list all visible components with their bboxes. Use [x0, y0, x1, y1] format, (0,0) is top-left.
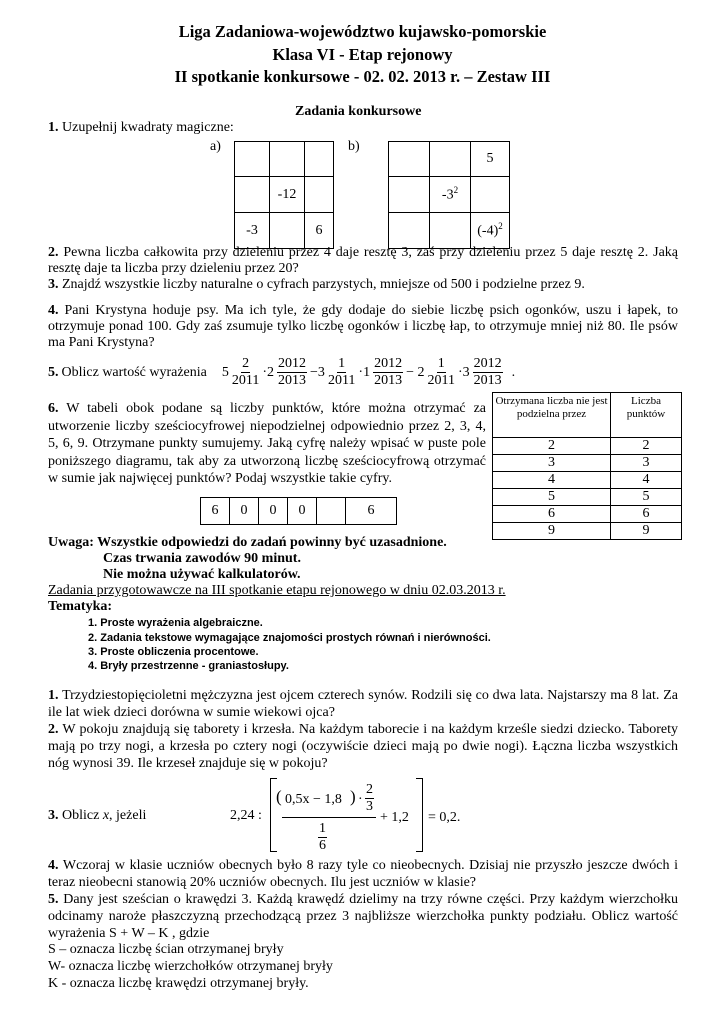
paren-close: ) — [350, 787, 356, 806]
label-a: a) — [210, 139, 221, 154]
empty-digit-cell[interactable] — [317, 498, 346, 525]
topic-item: 3. Proste obliczenia procentowe. — [88, 646, 259, 658]
task-number: 1. — [48, 120, 59, 135]
def-k: K - oznacza liczbę krawędzi otrzymanej bryły. — [48, 976, 309, 991]
fraction: $\frac{2}{3}$ — [366, 782, 373, 814]
digit-cell: 0 — [288, 498, 317, 525]
cell[interactable] — [389, 142, 430, 177]
topic-item: 2. Zadania tekstowe wymagające znajomości prostych równań i nierówności. — [88, 632, 491, 644]
topics-title: Tematyka: — [48, 599, 113, 614]
paren-open: ( — [276, 787, 282, 806]
def-s: S – oznacza liczbę ścian otrzymanej bryły — [48, 942, 284, 957]
note-3: Nie można używać kalkulatorów. — [103, 567, 301, 582]
note-1: Uwaga: Wszystkie odpowiedzi do zadań powinny być uzasadnione. — [48, 535, 447, 550]
digit-cell: 6 — [201, 498, 230, 525]
note-2: Czas trwania zawodów 90 minut. — [103, 551, 301, 566]
cell[interactable] — [305, 142, 334, 177]
fraction: $\frac{2012}{2013}$ — [374, 356, 403, 388]
def-w: W- oznacza liczbę wierzchołków otrzymanej bryły — [48, 959, 333, 974]
section-title: Zadania konkursowe — [295, 104, 422, 119]
topic-item: 1. Proste wyrażenia algebraiczne. — [88, 617, 263, 629]
fraction: $\frac{2}{2011}$ — [231, 356, 260, 388]
plus-term: + 1,2 — [380, 810, 409, 825]
fraction: $\frac{1}{6}$ — [319, 821, 326, 853]
prep-task-5: 5. Dany jest sześcian o krawędzi 3. Każdą krawędź dzielimy na trzy równe części. Przy każdym wierzchołku odcinamy naroże płaszczyzną przechodzącą przez 3 najbliższe wierzchołka punkty podziału. Oblicz wartość wyrażenia S + W – K , gdzie — [48, 892, 679, 941]
topic-item: 4. Bryły przestrzenne - graniastosłupy. — [88, 660, 289, 672]
main-fraction-bar — [282, 817, 376, 818]
digit-diagram — [200, 497, 397, 525]
magic-square-b — [388, 141, 510, 249]
dot: · — [358, 792, 363, 807]
digit-cell: 0 — [259, 498, 288, 525]
title-line-2: Klasa VI - Etap rejonowy — [272, 45, 453, 64]
table-cell: 6 — [611, 506, 682, 523]
task-2: 2. Pewna liczba całkowita przy dzieleniu przez 4 daje resztę 3, zaś przy dzieleniu przez 5 daje resztę 2. Jaką resztę daje ta liczba przy dzieleniu przez 20? — [48, 245, 678, 276]
prep-task-2: 2. W pokoju znajdują się taborety i krzesła. Na każdym taborecie i na każdym krześle siedzi dziecko. Taborety mają po trzy nogi, a krzesła po cztery nogi (oczywiście dzieci mają po dwie nogi). Łączna liczba wszystkich nóg wynosi 39. Ile krzeseł znajduje się w pokoju? — [48, 722, 678, 771]
fraction: $\frac{1}{2011}$ — [327, 356, 356, 388]
cell[interactable] — [270, 142, 305, 177]
cell[interactable] — [235, 177, 270, 213]
table-cell: 3 — [493, 455, 611, 472]
cell: 6 — [305, 213, 334, 249]
cell[interactable] — [389, 213, 430, 249]
prep-task-3: 3. Oblicz x, jeżeli — [48, 808, 147, 823]
title-line-3: II spotkanie konkursowe - 02. 02. 2013 r. – Zestaw III — [174, 67, 551, 86]
title-line-1: Liga Zadaniowa-województwo kujawsko-pomorskie — [178, 22, 547, 41]
label-b: b) — [348, 139, 360, 154]
table-cell: 2 — [611, 438, 682, 455]
cell[interactable] — [389, 177, 430, 213]
fraction: $\frac{1}{2011}$ — [427, 356, 455, 388]
task-5: 5. Oblicz wartość wyrażenia 5 $\frac{2}{2011}$ ·2 $\frac{2012}{2013}$ −3 $\frac{1}{2011}$ ·1 $\frac{2012}{2013}$ − 2 $\frac{1}{2011}$ ·3 $\frac{2012}{2013}$ . — [48, 356, 516, 388]
task-3: 3. Znajdź wszystkie liczby naturalne o cyfrach parzystych, mniejsze od 500 i podzielne przez 9. — [48, 277, 585, 292]
cell: -12 — [270, 177, 305, 213]
fraction: $\frac{2012}{2013}$ — [278, 356, 307, 388]
table-cell: 4 — [493, 472, 611, 489]
prep-task-1: 1. Trzydziestopięcioletni mężczyzna jest ojcem czterech synów. Rodzili się co dwa lata. Najstarszy ma 8 lat. Za ile lat wiek dzieci dorówna w sumie wiekowi ojca? — [48, 688, 678, 720]
digit-cell: 6 — [346, 498, 397, 525]
fraction: $\frac{2012}{2013}$ — [473, 356, 502, 388]
equation-lhs: 2,24 : — [230, 808, 262, 823]
prep-task-4: 4. Wczoraj w klasie uczniów obecnych było 8 razy tyle co nieobecnych. Dzisiaj nie przyszło jeszcze dwóch i teraz nieobecni stanowią 20% uczniów obecnych. Ilu jest uczniów w klasie? — [48, 858, 679, 890]
cell[interactable] — [471, 177, 510, 213]
cell[interactable] — [270, 213, 305, 249]
table-cell: 9 — [611, 523, 682, 540]
cell[interactable] — [305, 177, 334, 213]
table-cell: 4 — [611, 472, 682, 489]
table-cell: 2 — [493, 438, 611, 455]
table-header: Otrzymana liczba nie jest podzielna przez — [493, 393, 611, 438]
equation-rhs: = 0,2. — [428, 810, 461, 825]
table-cell: 5 — [493, 489, 611, 506]
inner-expression: 0,5x − 1,8 — [285, 792, 342, 807]
task-1 — [48, 120, 234, 136]
right-bracket — [416, 778, 423, 852]
prep-heading: Zadania przygotowawcze na III spotkanie etapu rejonowego w dniu 02.03.2013 r. — [48, 583, 506, 598]
task-text: Uzupełnij kwadraty magiczne: — [62, 120, 234, 135]
table-cell: 3 — [611, 455, 682, 472]
task-6: 6. W tabeli obok podane są liczby punktów, które można otrzymać za utworzenie liczby sześciocyfrowej niepodzielnej odpowiednio przez 2, 3, 4, 5, 6, 9. Otrzymane punkty sumujemy. Jaką cyfrę należy wpisać w puste pole poniższego diagramu, tak aby za utworzoną liczbę sześciocyfrową otrzymać w sumie jak najwięcej punktów? Podaj wszystkie takie cyfry. — [48, 401, 487, 486]
points-table — [492, 392, 682, 540]
task-4: 4. Pani Krystyna hoduje psy. Ma ich tyle, że gdy dodaje do siebie liczbę psich ogonków, uszu i łapek, to otrzymuje ponad 100. Gdy zaś zsumuje tylko liczbę ogonków i liczbę łap, to otrzymuje mniej niż 80. Ile psów ma Pani Krystyna? — [48, 303, 679, 350]
cell[interactable] — [430, 213, 471, 249]
cell[interactable] — [235, 142, 270, 177]
magic-square-a — [234, 141, 334, 249]
table-cell: 6 — [493, 506, 611, 523]
cell: $(-4)^2$ — [471, 213, 510, 249]
cell: $-3^2$ — [430, 177, 471, 213]
table-header: Liczba punktów — [611, 393, 682, 438]
cell: 5 — [471, 142, 510, 177]
cell[interactable] — [430, 142, 471, 177]
digit-cell: 0 — [230, 498, 259, 525]
table-cell: 5 — [611, 489, 682, 506]
cell: -3 — [235, 213, 270, 249]
table-cell: 9 — [493, 523, 611, 540]
